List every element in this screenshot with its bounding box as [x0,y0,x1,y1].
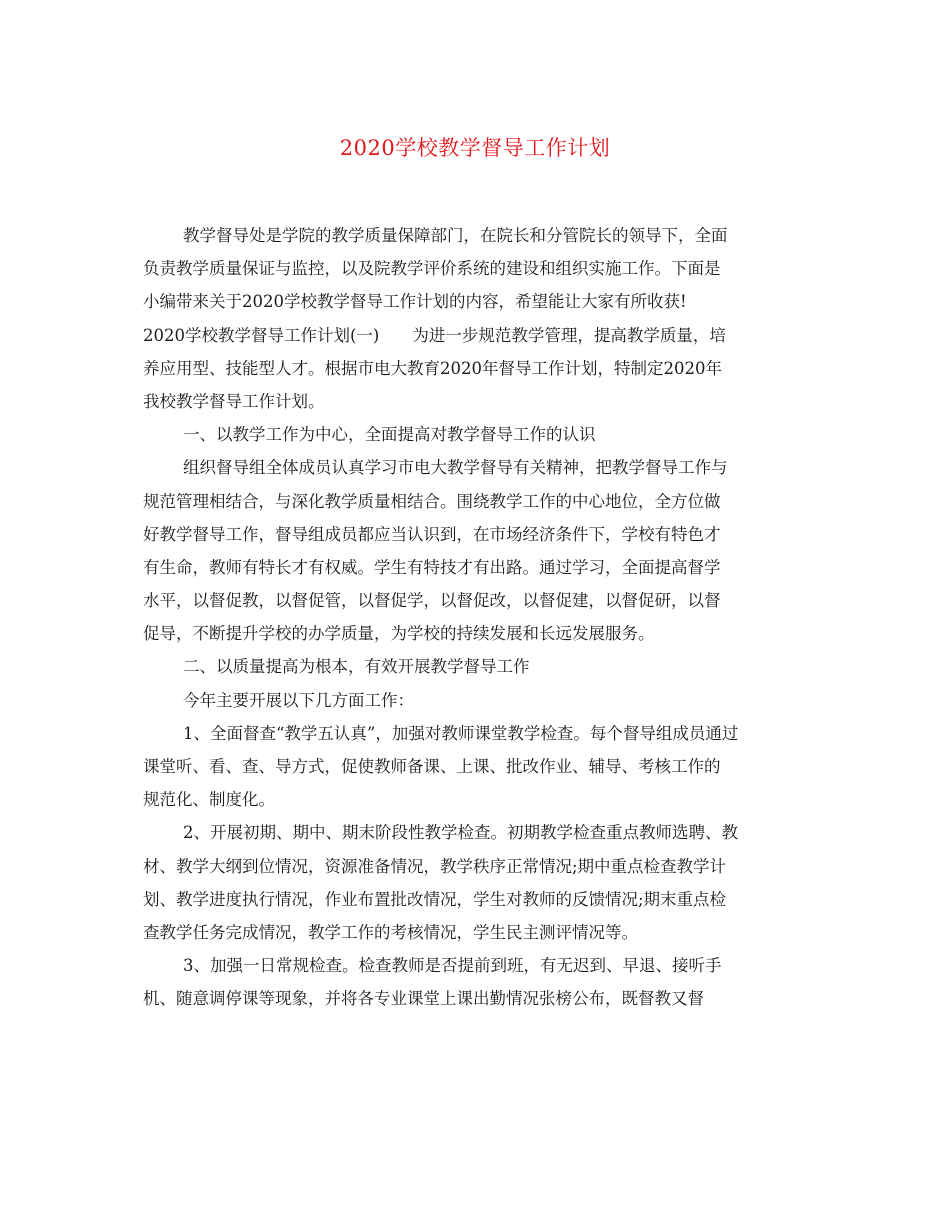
section-heading: 一、以教学工作为中心，全面提高对教学督导工作的认识 [183,425,596,445]
text-line: 划、教学进度执行情况，作业布置批改情况，学生对教师的反馈情况;期末重点检 [143,889,727,909]
text-line: 1、全面督查“教学五认真”，加强对教师课堂教学检查。每个督导组成员通过 [183,723,739,743]
text-line: 3、加强一日常规检查。检查教师是否提前到班，有无迟到、早退、接听手 [183,956,722,976]
text-line: 有生命，教师有特长才有权威。学生有特技才有出路。通过学习，全面提高督学 [143,557,721,577]
text-line: 负责教学质量保证与监控，以及院教学评价系统的建设和组织实施工作。下面是 [143,259,721,279]
text-line: 组织督导组全体成员认真学习市电大教学督导有关精神，把教学督导工作与 [183,458,728,478]
text-line: 养应用型、技能型人才。根据市电大教育2020年督导工作计划，特制定2020年 [143,358,722,378]
document-title: 2020学校教学督导工作计划 [339,136,611,160]
text-line: 2020学校教学督导工作计划(一) 为进一步规范教学管理，提高教学质量，培 [143,325,726,345]
text-line: 材、教学大纲到位情况，资源准备情况，教学秩序正常情况;期中重点检查教学计 [143,856,727,876]
text-line: 教学督导处是学院的教学质量保障部门，在院长和分管院长的领导下，全面 [183,226,728,245]
text-line: 2、开展初期、期中、期末阶段性教学检查。初期教学检查重点教师选聘、教 [183,823,738,843]
text-line: 课堂听、看、查、导方式，促使教师备课、上课、批改作业、辅导、考核工作的 [143,757,721,776]
text-line: 促导，不断提升学校的办学质量，为学校的持续发展和长远发展服务。 [143,624,655,644]
document-body [143,219,805,1016]
text-line: 小编带来关于2020学校教学督导工作计划的内容，希望能让大家有所收获! [143,292,687,312]
text-line: 我校教学督导工作计划。 [143,391,325,411]
text-line: 水平，以督促教，以督促管，以督促学，以督促改，以督促建，以督促研，以督 [143,591,721,611]
text-line: 规范管理相结合，与深化教学质量相结合。围绕教学工作的中心地位，全方位做 [143,491,721,511]
text-line: 查教学任务完成情况，教学工作的考核情况，学生民主测评情况等。 [143,922,638,942]
text-line: 规范化、制度化。 [143,790,275,810]
section-heading: 二、以质量提高为根本，有效开展教学督导工作 [183,657,530,677]
text-line: 今年主要开展以下几方面工作： [183,690,414,710]
text-line: 好教学督导工作，督导组成员都应当认识到，在市场经济条件下，学校有特色才 [143,524,721,544]
text-line: 机、随意调停课等现象，并将各专业课堂上课出勤情况张榜公布，既督教又督 [143,989,704,1009]
